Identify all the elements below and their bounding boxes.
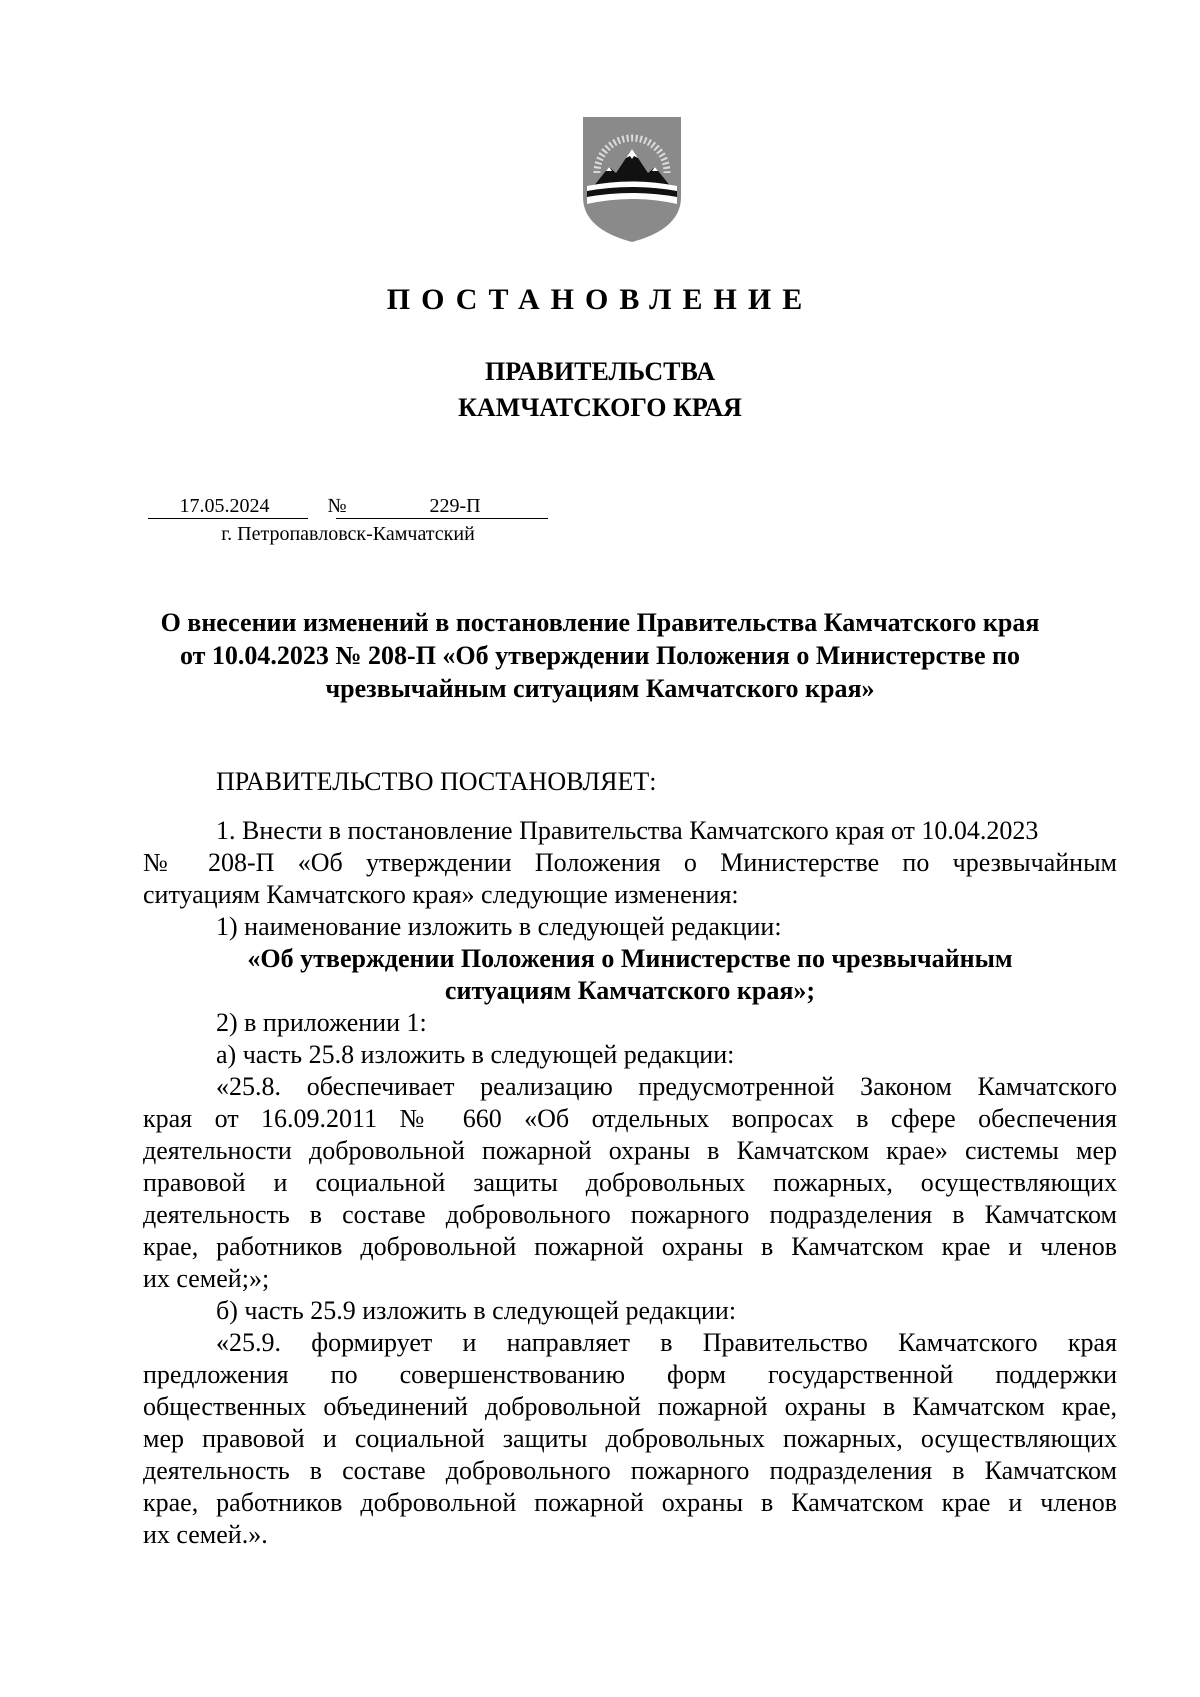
kamchatka-coat-of-arms-emblem: [579, 111, 685, 244]
body-line: ситуациям Камчатского края» следующие изменения:: [143, 880, 739, 909]
body-line: правовой и социальной защиты добровольных пожарных, осуществляющих: [143, 1168, 1117, 1197]
authority-line: ПРАВИТЕЛЬСТВА: [485, 357, 715, 386]
body-line: крае, работников добровольной пожарной охраны в Камчатском крае и членов: [143, 1232, 1117, 1261]
decree-statement: ПРАВИТЕЛЬСТВО ПОСТАНОВЛЯЕТ:: [216, 767, 657, 796]
body-line: их семей;»;: [143, 1264, 270, 1293]
body-line: деятельность в составе добровольного пожарного подразделения в Камчатском: [143, 1456, 1117, 1485]
body-line: крае, работников добровольной пожарной охраны в Камчатском крае и членов: [143, 1488, 1117, 1517]
document-subject: [120, 606, 1080, 705]
body-line: «25.9. формирует и направляет в Правительство Камчатского края: [216, 1328, 1117, 1357]
document-kind-title: ПОСТАНОВЛЕНИЕ: [386, 283, 814, 316]
body-line: 1. Внести в постановление Правительства Камчатского края от 10.04.2023: [216, 816, 1039, 845]
document-city: г. Петропавловск-Камчатский: [221, 523, 475, 545]
subject-line: О внесении изменений в постановление Правительства Камчатского края: [160, 608, 1040, 637]
date-underline: [148, 518, 308, 519]
body-line: общественных объединений добровольной пожарной охраны в Камчатском крае,: [143, 1392, 1117, 1421]
body-line: 2) в приложении 1:: [216, 1008, 427, 1037]
body-line: края от 16.09.2011 № 660 «Об отдельных вопросах в сфере обеспечения: [143, 1104, 1117, 1133]
new-title-line: ситуациям Камчатского края»;: [444, 976, 816, 1005]
body-line: «25.8. обеспечивает реализацию предусмотренной Законом Камчатского: [216, 1072, 1117, 1101]
authority-line: КАМЧАТСКОГО КРАЯ: [458, 393, 742, 422]
number-sign: №: [327, 495, 347, 517]
document-body: [143, 766, 1117, 1551]
new-title-line: «Об утверждении Положения о Министерстве по чрезвычайным: [247, 944, 1013, 973]
body-line: деятельности добровольной пожарной охраны в Камчатском крае» системы мер: [143, 1136, 1117, 1165]
body-line: деятельность в составе добровольного пожарного подразделения в Камчатском: [143, 1200, 1117, 1229]
body-line: предложения по совершенствованию форм государственной поддержки: [143, 1360, 1117, 1389]
subject-line: от 10.04.2023 № 208-П «Об утверждении Положения о Министерстве по: [179, 641, 1021, 670]
issuing-authority: [0, 354, 1200, 426]
body-line: их семей.».: [143, 1520, 268, 1549]
document-date: 17.05.2024: [179, 495, 270, 517]
body-line: № 208-П «Об утверждении Положения о Министерстве по чрезвычайным: [143, 848, 1117, 877]
body-line: а) часть 25.8 изложить в следующей редакции:: [216, 1040, 735, 1069]
body-line: мер правовой и социальной защиты добровольных пожарных, осуществляющих: [143, 1424, 1117, 1453]
body-line: 1) наименование изложить в следующей редакции:: [216, 912, 782, 941]
number-underline: [336, 518, 548, 519]
body-line: б) часть 25.9 изложить в следующей редакции:: [216, 1296, 737, 1325]
subject-line: чрезвычайным ситуациям Камчатского края»: [325, 674, 875, 703]
document-number: 229-П: [429, 495, 481, 517]
